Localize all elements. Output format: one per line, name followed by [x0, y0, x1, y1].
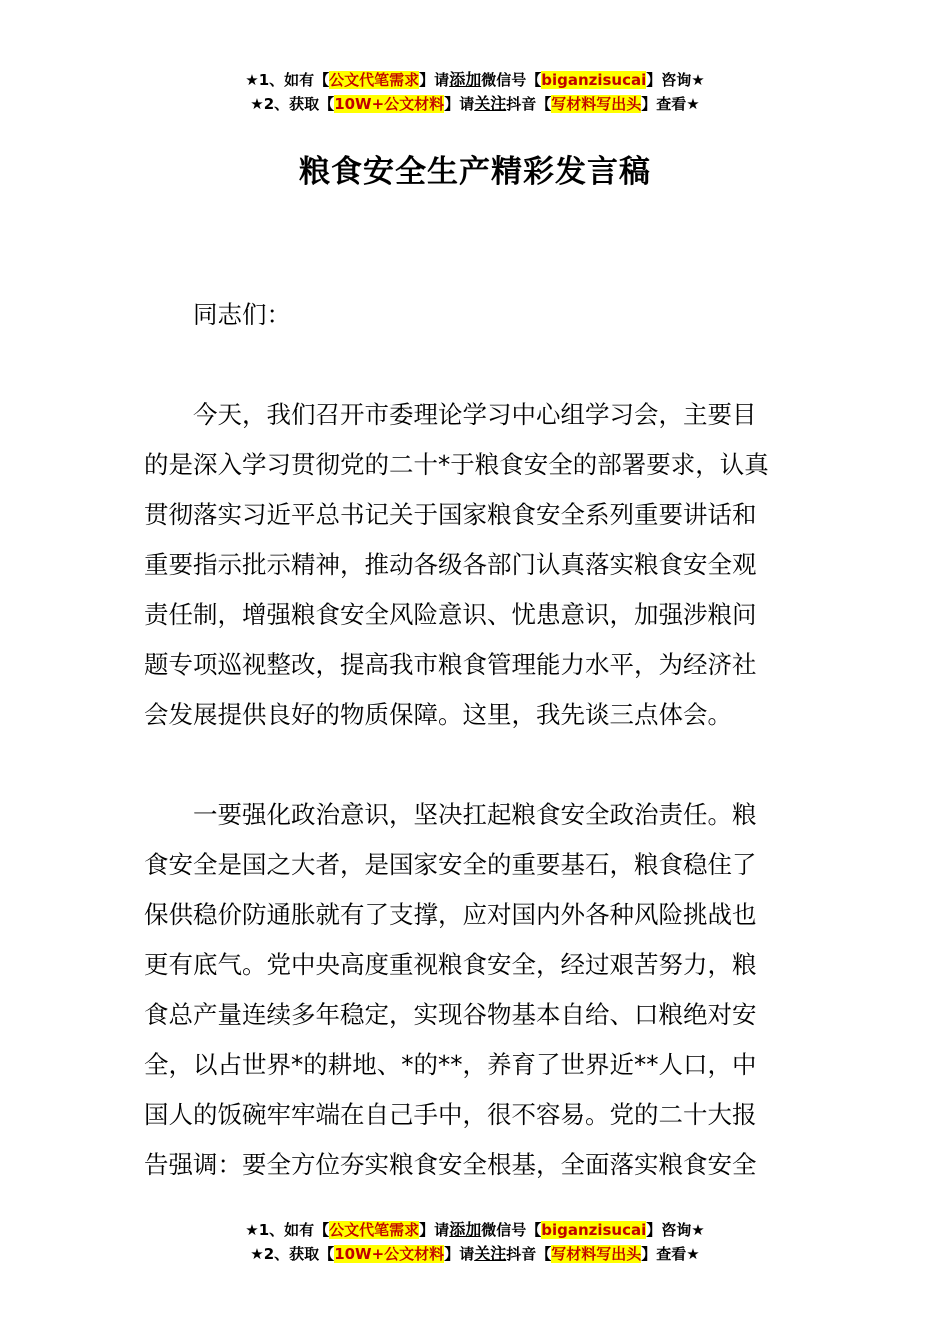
underline-add: 添加: [449, 1220, 482, 1239]
banner-text: 】查看★: [641, 1245, 700, 1263]
paragraph-line: 食总产量连续多年稳定，实现谷物基本自给、口粮绝对安: [144, 1000, 757, 1029]
paragraph-line: 全，以占世界*的耕地、*的**，养育了世界近**人口，中: [144, 1050, 757, 1079]
paragraph-line: 责任制，增强粮食安全风险意识、忧患意识，加强涉粮问: [144, 600, 757, 629]
highlight-douyin: 写材料写出头: [551, 95, 642, 113]
highlight-materials: 10W+公文材料: [334, 95, 445, 113]
banner-text: ★1、如有【: [245, 1221, 330, 1239]
banner-line-1: [0, 68, 950, 92]
paragraph-1: [144, 390, 806, 740]
greeting: [144, 290, 806, 340]
banner-text: 微信号【: [481, 1221, 542, 1239]
banner-text: 】查看★: [641, 95, 700, 113]
paragraph-line: 食安全是国之大者，是国家安全的重要基石，粮食稳住了: [144, 850, 757, 879]
paragraph-2: [144, 790, 806, 1190]
banner-text: ★1、如有【: [245, 71, 330, 89]
highlight-ghostwriting: 公文代笔需求: [329, 1221, 420, 1239]
banner-line-2: [0, 92, 950, 116]
highlight-wechat-id: biganzisucai: [541, 1221, 647, 1239]
highlight-ghostwriting: 公文代笔需求: [329, 71, 420, 89]
banner-line-2: [0, 1242, 950, 1266]
banner-text: 】请: [419, 1221, 450, 1239]
highlight-materials: 10W+公文材料: [334, 1245, 445, 1263]
banner-text: 微信号【: [481, 71, 542, 89]
paragraph-line: 重要指示批示精神，推动各级各部门认真落实粮食安全观: [144, 550, 757, 579]
paragraph-line: 的是深入学习贯彻党的二十*于粮食安全的部署要求，认真: [144, 450, 769, 479]
banner-line-1: [0, 1218, 950, 1242]
banner-text: 】咨询★: [646, 71, 705, 89]
header-banner: [0, 68, 950, 116]
paragraph-line: 告强调：要全方位夯实粮食安全根基，全面落实粮食安全: [144, 1150, 757, 1179]
paragraph-line: 一要强化政治意识，坚决扛起粮食安全政治责任。粮: [193, 800, 757, 829]
banner-text: ★2、获取【: [250, 95, 335, 113]
underline-follow: 关注: [474, 94, 507, 113]
banner-text: 抖音【: [506, 95, 552, 113]
underline-follow: 关注: [474, 1244, 507, 1263]
document-title: 粮食安全生产精彩发言稿: [299, 154, 651, 190]
highlight-douyin: 写材料写出头: [551, 1245, 642, 1263]
banner-text: ★2、获取【: [250, 1245, 335, 1263]
paragraph-line: 会发展提供良好的物质保障。这里，我先谈三点体会。: [144, 700, 732, 729]
document-body: [144, 290, 806, 1240]
highlight-wechat-id: biganzisucai: [541, 71, 647, 89]
paragraph-line: 今天，我们召开市委理论学习中心组学习会，主要目: [193, 400, 757, 429]
greeting-text: 同志们：: [193, 300, 291, 329]
underline-add: 添加: [449, 70, 482, 89]
paragraph-line: 题专项巡视整改，提高我市粮食管理能力水平，为经济社: [144, 650, 757, 679]
banner-text: 】请: [419, 71, 450, 89]
banner-text: 】咨询★: [646, 1221, 705, 1239]
footer-banner: [0, 1218, 950, 1266]
paragraph-line: 保供稳价防通胀就有了支撑，应对国内外各种风险挑战也: [144, 900, 757, 929]
paragraph-line: 贯彻落实习近平总书记关于国家粮食安全系列重要讲话和: [144, 500, 757, 529]
banner-text: 】请: [444, 95, 475, 113]
paragraph-line: 更有底气。党中央高度重视粮食安全，经过艰苦努力，粮: [144, 950, 757, 979]
banner-text: 抖音【: [506, 1245, 552, 1263]
banner-text: 】请: [444, 1245, 475, 1263]
paragraph-line: 国人的饭碗牢牢端在自己手中，很不容易。党的二十大报: [144, 1100, 757, 1129]
